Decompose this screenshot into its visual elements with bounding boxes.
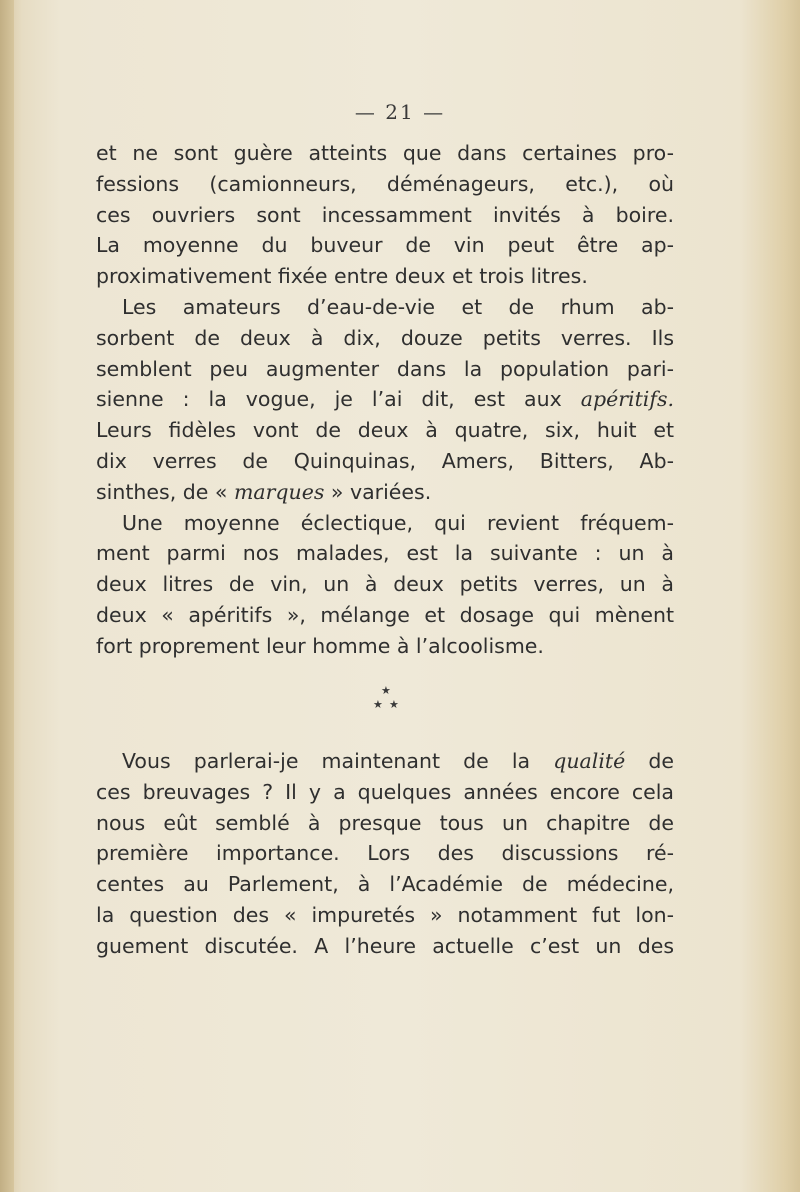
text-line: [96, 477, 674, 508]
text-block-lower: [96, 746, 674, 962]
star-icon: ★: [389, 698, 399, 711]
text-line: La moyenne du buveur de vin peut être ap-: [96, 233, 674, 258]
text-line: deux litres de vin, un à deux petits verres, un à: [96, 572, 674, 597]
italic-term: qualité: [553, 749, 626, 773]
text-segment: Vous parlerai-je maintenant de la: [122, 749, 554, 773]
text-line: Les amateurs d’eau-de-vie et de rhum ab-: [122, 294, 674, 319]
text-line: ces ouvriers sont incessamment invités à boire.: [96, 202, 674, 227]
text-line: deux « apéritifs », mélange et dosage qui mènent: [96, 602, 674, 627]
text-line: la question des « impuretés » notamment fut lon-: [96, 902, 674, 927]
asterism-divider: [0, 684, 800, 724]
text-block-upper: [96, 138, 674, 662]
page-spine-shadow: [0, 0, 14, 1192]
star-icon: ★: [381, 684, 391, 697]
text-line: semblent peu augmenter dans la population pari-: [96, 356, 674, 381]
text-segment: sienne : la vogue, je l’ai dit, est aux: [96, 387, 581, 412]
text-line: ces breuvages ? Il y a quelques années encore cela: [96, 779, 674, 804]
text-segment: » variées.: [324, 479, 432, 504]
text-line: première importance. Lors des discussions ré-: [96, 841, 674, 866]
page-number: — 21 —: [354, 100, 446, 124]
star-icon: ★: [373, 698, 383, 711]
text-segment: de: [625, 749, 674, 773]
text-line: fort proprement leur homme à l’alcoolisme.: [96, 633, 544, 658]
text-line: centes au Parlement, à l’Académie de médecine,: [96, 872, 674, 897]
italic-term: apéritifs.: [580, 387, 674, 412]
italic-term: marques: [233, 479, 325, 504]
text-line: sorbent de deux à dix, douze petits verres. Ils: [96, 325, 674, 350]
text-line: guement discutée. A l’heure actuelle c’est un des: [96, 933, 674, 958]
text-line: Une moyenne éclectique, qui revient fréquem-: [122, 510, 674, 535]
text-line: proximativement fixée entre deux et trois litres.: [96, 264, 588, 289]
text-line: Leurs fidèles vont de deux à quatre, six, huit et: [96, 418, 674, 443]
text-line: [96, 746, 674, 777]
text-line: [96, 384, 674, 415]
text-line: fessions (camionneurs, déménageurs, etc.), où: [96, 171, 674, 196]
text-line: nous eût semblé à presque tous un chapitre de: [96, 810, 674, 835]
text-line: ment parmi nos malades, est la suivante : un à: [96, 541, 674, 566]
text-line: et ne sont guère atteints que dans certaines pro-: [96, 141, 674, 165]
text-segment: sinthes, de «: [96, 479, 234, 504]
text-line: dix verres de Quinquinas, Amers, Bitters, Ab-: [96, 448, 674, 473]
